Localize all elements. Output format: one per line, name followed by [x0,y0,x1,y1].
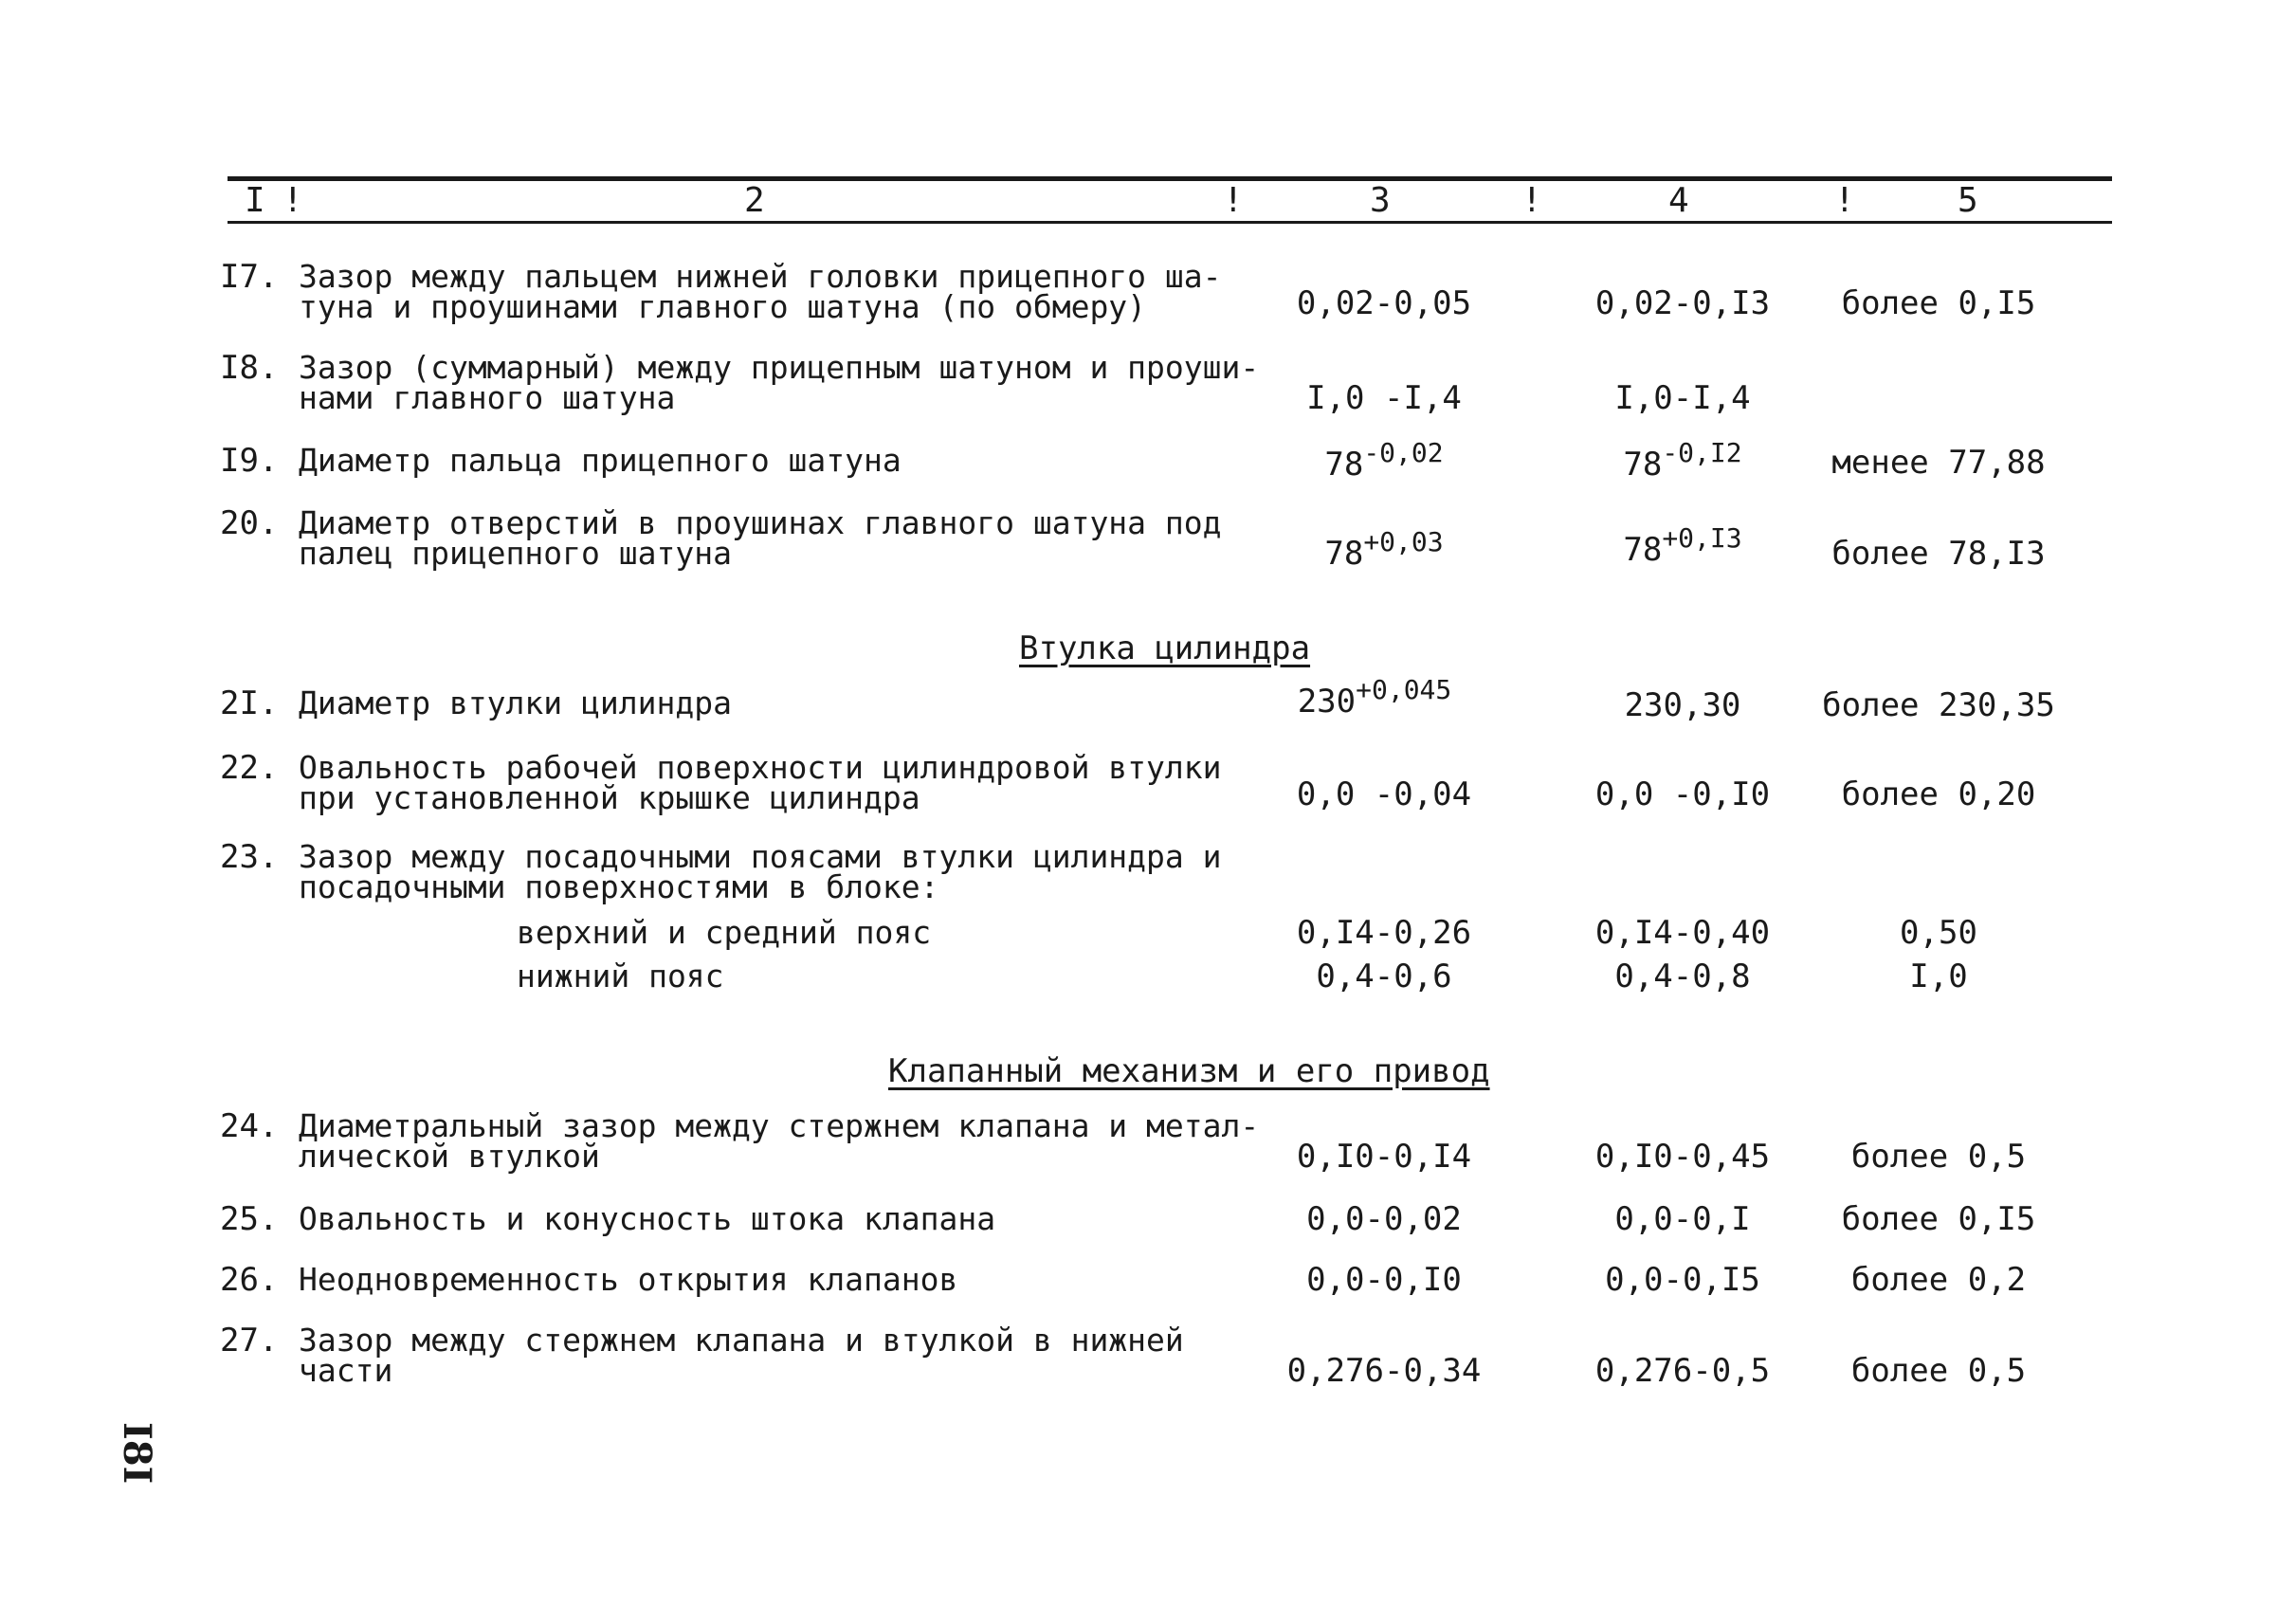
row-value-col4: 0,02-0,I3 [1594,284,1771,322]
row-value-col5: более 0,2 [1850,1261,2027,1299]
row-description: Зазор между пальцем нижней головки прицепного ша- туна и проушинами главного шатуна (по обмеру) [299,258,1222,325]
row-value-col3: 0,I0-0,I4 [1296,1138,1472,1176]
value-base: 78 [1324,446,1364,484]
row-value-col5: более 0,20 [1841,776,2036,813]
header-sep-2: ! [1223,181,1244,220]
value-base: 78 [1623,531,1663,569]
row-value-col3 [1251,674,1498,721]
row-description: Овальность рабочей поверхности цилиндровой втулки при установленной крышке цилиндра [299,749,1222,816]
row-description: Диаметр отверстий в проушинах главного шатуна под палец прицепного шатуна [299,504,1222,572]
tolerance-superscript: -0,I2 [1662,437,1742,468]
value-base: 78 [1623,446,1663,484]
subrow-label: нижний пояс [517,958,724,994]
header-sep-4: ! [1834,181,1855,220]
row-value-col5: более 78,I3 [1831,535,2046,573]
row-number: I9. [220,442,279,480]
tolerance-superscript: +0,I3 [1662,522,1742,554]
row-value-col3: 0,02-0,05 [1296,284,1472,322]
row-value-col5: более 0,I5 [1841,1200,2036,1238]
row-value-col4: 0,I4-0,40 [1594,914,1771,952]
row-value-col3: 0,276-0,34 [1286,1352,1482,1390]
row-value-col4: I,0-I,4 [1614,379,1751,417]
row-value-col4: 0,276-0,5 [1594,1352,1771,1390]
value-base: 230 [1297,683,1357,721]
row-value-col3: 0,I4-0,26 [1296,914,1472,952]
row-value-col3: 0,0-0,I0 [1306,1261,1462,1299]
row-value-col5: более 0,I5 [1841,284,2036,322]
header-col-4: 4 [1668,181,1689,220]
row-number: 2I. [220,684,279,722]
row-number: 25. [220,1200,279,1238]
row-value-col4: 230,30 [1624,686,1741,724]
row-value-col5: более 0,5 [1850,1138,2027,1176]
header-col-3: 3 [1370,181,1391,220]
row-value-col4: 0,I0-0,45 [1594,1138,1771,1176]
row-description: Овальность и конусность штока клапана [299,1200,996,1237]
header-bottom-rule [228,221,2112,224]
row-value-col3: I,0 -I,4 [1306,379,1462,417]
row-number: I7. [220,258,279,296]
page-number: I8I [115,1422,159,1485]
row-value-col4 [1559,437,1806,484]
row-number: I8. [220,349,279,387]
row-value-col5: более 230,35 [1822,686,2055,724]
row-number: 22. [220,749,279,787]
row-number: 24. [220,1107,279,1145]
header-col-1: I [245,181,265,220]
row-value-col3: 0,0-0,02 [1306,1200,1462,1238]
row-value-col5: 0,50 [1900,914,1977,952]
row-description: Неодновременность открытия клапанов [299,1261,958,1298]
header-sep-3: ! [1521,181,1542,220]
tolerance-superscript: +0,045 [1356,674,1452,705]
tolerance-superscript: +0,03 [1363,526,1444,557]
row-number: 26. [220,1261,279,1299]
row-value-col4: 0,0-0,I5 [1605,1261,1760,1299]
row-description: Зазор (суммарный) между прицепным шатуном и проуши- нами главного шатуна [299,349,1260,416]
row-description: Диаметр пальца прицепного шатуна [299,442,902,479]
row-value-col5: менее 77,88 [1831,444,2046,482]
row-value-col5: I,0 [1909,958,1968,995]
row-value-col4: 0,0-0,I [1614,1200,1751,1238]
section-heading-cylinder-liner: Втулка цилиндра [1019,630,1311,667]
subrow-label: верхний и средний пояс [517,914,932,951]
row-value-col5: более 0,5 [1850,1352,2027,1390]
row-value-col4 [1559,522,1806,569]
header-sep-1: ! [282,181,303,220]
row-description: Зазор между посадочными поясами втулки цилиндра и посадочными поверхностями в блоке: [299,838,1222,905]
row-value-col3 [1261,526,1507,573]
row-number: 27. [220,1322,279,1359]
row-description: Диаметр втулки цилиндра [299,684,732,721]
row-value-col3 [1261,437,1507,484]
value-base: 78 [1324,535,1364,573]
tolerance-superscript: -0,02 [1363,437,1444,468]
row-number: 23. [220,838,279,876]
row-value-col4: 0,4-0,8 [1614,958,1751,995]
row-value-col3: 0,0 -0,04 [1296,776,1472,813]
header-col-5: 5 [1958,181,1978,220]
row-number: 20. [220,504,279,542]
row-value-col4: 0,0 -0,I0 [1594,776,1771,813]
row-description: Зазор между стержнем клапана и втулкой в нижней части [299,1322,1184,1389]
header-col-2: 2 [744,181,765,220]
header-top-rule [228,176,2112,181]
row-description: Диаметральный зазор между стержнем клапана и метал- лической втулкой [299,1107,1260,1175]
section-heading-valve-mechanism: Клапанный механизм и его привод [888,1052,1490,1090]
row-value-col3: 0,4-0,6 [1316,958,1452,995]
